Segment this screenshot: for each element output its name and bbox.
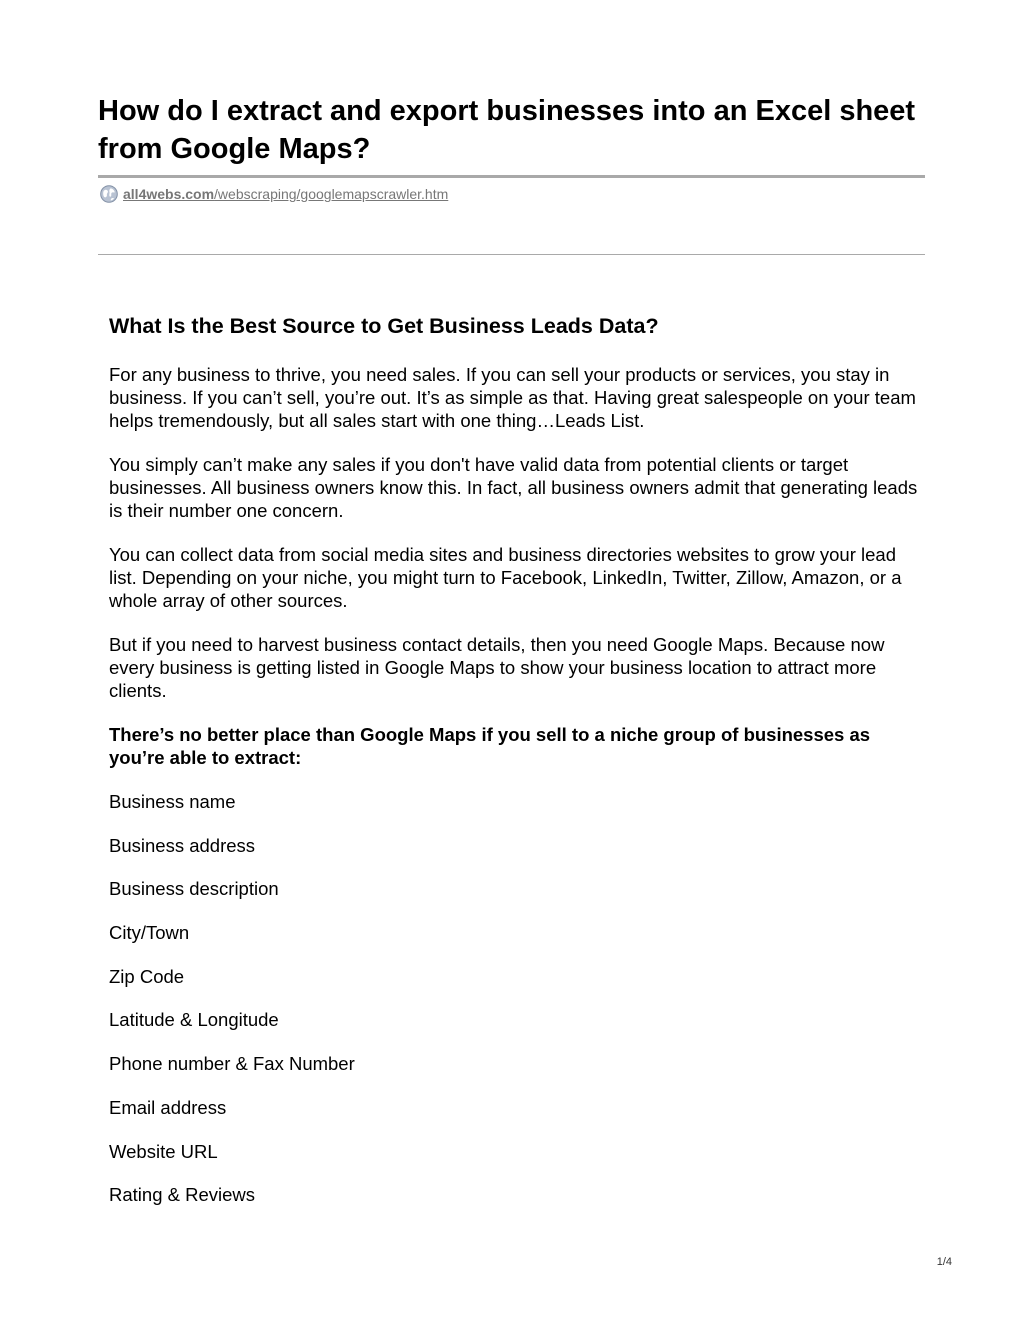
paragraph: But if you need to harvest business contact details, then you need Google Maps. Because now every business is getting listed in Google Maps to show your business location to attract more clients. [109, 634, 885, 701]
list-item: Phone number & Fax Number [109, 1053, 355, 1075]
list-item: Email address [109, 1096, 227, 1118]
header-divider [98, 254, 925, 255]
page-number: 1/4 [936, 1256, 952, 1268]
title-divider [98, 175, 925, 178]
paragraph: You simply can’t make any sales if you don't have valid data from potential clients or target businesses. All business owners know this. In fact, all business owners admit that generating leads is their number one concern. [109, 454, 918, 521]
page-title: How do I extract and export businesses into an Excel sheet from Google Maps? [98, 95, 916, 165]
source-link[interactable] [123, 186, 448, 202]
bold-intro: There’s no better place than Google Maps if you sell to a niche group of businesses as you’re able to extract: [109, 724, 871, 768]
list-item: Rating & Reviews [109, 1184, 256, 1206]
paragraph: For any business to thrive, you need sales. If you can sell your products or services, you stay in business. If you can’t sell, you’re out. It’s as simple as that. Having great salespeople on your team helps tremendously, but all sales start with one thing…Leads List. [109, 364, 916, 431]
list-item: Business description [109, 878, 279, 900]
list-item: Latitude & Longitude [109, 1009, 279, 1031]
globe-icon [100, 185, 118, 203]
list-item: Business address [109, 834, 256, 856]
list-item: Zip Code [109, 965, 185, 987]
section-heading: What Is the Best Source to Get Business Leads Data? [109, 314, 659, 338]
list-item: City/Town [109, 922, 190, 944]
paragraph: You can collect data from social media sites and business directories websites to grow your lead list. Depending on your niche, you might turn to Facebook, LinkedIn, Twitter, Zillow, Amazon, or a whole array of other sources. [109, 544, 902, 611]
source-path: /webscraping/googlemapscrawler.htm [214, 186, 449, 202]
list-item: Business name [109, 791, 236, 812]
feature-list [109, 790, 924, 1206]
source-domain: all4webs.com [123, 186, 215, 202]
list-item: Website URL [109, 1140, 218, 1162]
article-body [109, 312, 924, 1227]
source-link-row [100, 184, 448, 204]
